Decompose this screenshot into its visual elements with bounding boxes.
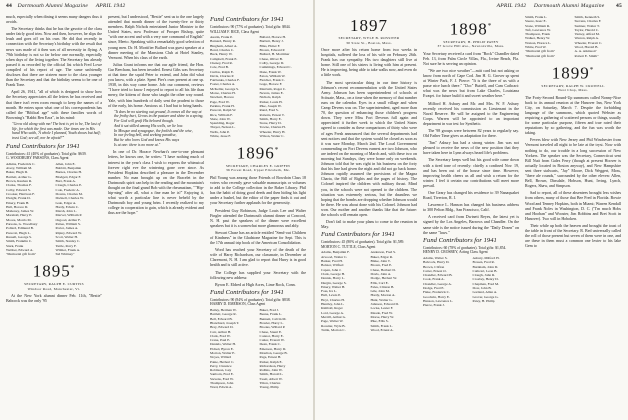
- class-year: 1895: [32, 262, 71, 282]
- contributor-name: Goodwin, Harry E.: [423, 294, 450, 299]
- contributor-name: Baker, Fred J.: [259, 308, 279, 313]
- issue-date: APRIL 1942: [95, 3, 126, 9]
- contributor-name: Perry, Clarence: [210, 363, 232, 368]
- contributor-name: Campbell, Frank E.: [210, 56, 238, 61]
- contributor-name: Avery, William M.: [6, 166, 33, 171]
- contributor-name: Chase, Stuart E.: [259, 329, 283, 334]
- magazine-title: Dartmouth Alumni Magazine: [533, 3, 605, 9]
- contributor-name: Ellis, Carl E.: [370, 280, 389, 285]
- contributor-name: Towne, Charles H.: [259, 125, 286, 130]
- contributor-name: Marsh, John L.: [55, 209, 77, 214]
- secretary-byline: SECRETARY, RALPH W. CROWELL West Chop, Mass.: [541, 83, 605, 93]
- right-running-header: [497, 3, 622, 9]
- secretary-byline: SECRETARY, H. PHILIP PATEY 37 Grove Hill Ave., Newtonville, Mass.: [437, 39, 505, 49]
- contributor-name: Emery, Frank H.: [6, 200, 30, 205]
- contributor-name: Blanchard, Joseph T.: [210, 320, 240, 325]
- quoted-verse: "It does be no starting out ground, It comes all the way at the frothy hurt, Grows in the pasture and shine in a spring, For God will graft His beloved though. And it sat stilled among His wells, we lie low. In Mosque and synagogue, the foolish and the wise, In our feeling bell, and seeking paradise, But he who loves God and knows His ways Is at one: there is no more at.": [114, 109, 204, 147]
- contributor-name: Cheney, Fred R.: [210, 60, 233, 65]
- contributor-name: Stevens, Fred W.: [210, 376, 234, 381]
- contributor-name: A. A. Atkinson": [574, 49, 597, 54]
- paragraph: Don't fail to make your plans to come to the reunion in May.: [321, 219, 417, 230]
- paragraph: At the New York alumni dinner Feb. 11th, "Bestie" Babcock was the only '95: [6, 293, 102, 304]
- contributor-name: Ballard, Horace H.: [259, 35, 286, 40]
- contributor-name: Thayer, Nelson L.: [210, 125, 236, 130]
- section-heading: Fund Contributors for 1941: [210, 288, 284, 296]
- contributor-name: White, Jesse F.: [210, 134, 231, 139]
- contributor-name: Grover, George G.: [472, 294, 499, 299]
- contributor-name: Davis, Charles P.: [210, 73, 234, 78]
- contributor-name: Perkins, Frank H.: [210, 103, 235, 108]
- contributor-name: Blodgett, Edgar F.: [55, 174, 82, 179]
- contributor-name: Pierce, Frank J.: [423, 303, 445, 308]
- contributor-name: Wood, Harold B.: [574, 45, 599, 50]
- paragraph: "Jim" Asbury has had a strong winter. Jim was not pleased to receive the news of the new position that they have taken here in Lynn always heard life's problems.: [423, 140, 519, 156]
- contributor-name: Hanson, Lawrence L.: [423, 298, 454, 303]
- left-column-2: [108, 14, 204, 218]
- contributor-list: [210, 35, 306, 138]
- paragraph: The Forty-Second Round-Up summons called Nonny-Nixe back to its annual reunion at the Hanover Inn, New York City, on Saturday, March 7. Despite the forbidding language of the summons, which quoted Webster as requiring a gathering of scattered persons or things, usually for some particular purpose, fifteen and true rated their reputations by so gathering, and the fun was worth the taking.: [525, 94, 621, 136]
- contributor-name: Moore, Morris M.: [6, 217, 32, 222]
- fund-summary: Contributors: 41 (40% of graduates). Total gifts: $639.: [6, 151, 87, 156]
- section-heading: Fund Contributors for 1941: [423, 236, 497, 244]
- contributor-name: Cole, Frederic A.: [55, 187, 80, 192]
- page-number: 44: [6, 3, 12, 9]
- paragraph: In one of Dr. Horace Newhart's one-to-one pleasant letters, he knows one, he writes: "I have nothing much of interest in the year's class I wish to express the whimsical forever right eve the wintering gone over since. As President Hopkins described a pleasure in the December number. No man brought up on the Bracelet in the Dartmouth spirit can help in the reading and the mountain's thought on the final grand Bob with the rheumatism, ""Hip-hip-ning" after all, what a fine man he is!" Enjoying it, what worth a particular line is never beheld by the Dartmouth boy and young brim. I recently realized to my college in cooperation to gain, which is already evident and thus are the hope.": [108, 149, 204, 216]
- year-mark: *: [589, 65, 595, 74]
- contributor-name: Marshall, Harry E.: [6, 213, 33, 218]
- class-year-heading: [525, 61, 621, 83]
- contributor-name: Bowler, Harry L.: [259, 320, 284, 325]
- contributor-name: Locke, Lester F.: [370, 306, 394, 311]
- contributor-name: Ripley, Edward W.: [55, 230, 82, 235]
- contributor-name: Chase, Oliver B.: [259, 56, 283, 61]
- paragraph: A received card from Dwinett Reyes, the latest yet is signed by the Los Angeles, Barrows and Chandler. On the same side is the notice issued during the "Daily Dozen" on the same "laws.": [423, 214, 519, 235]
- year-mark: *: [70, 264, 76, 273]
- contributor-name: Chapman, Fred M.: [472, 281, 499, 286]
- contributor-list: [423, 256, 519, 308]
- contributor-name: Clark, Fred W.: [210, 333, 231, 338]
- class-year: 1899: [551, 63, 590, 83]
- contributor-name: Cutter, Everett W.: [259, 338, 285, 343]
- paragraph: President Guy Robinson, Judge Louis Lee and Walter Fingler attended the Dartmouth alumni dinner at Concord, N. H. past the speakers of the dinner were excellent speakers but it is a somewhat more glamorous and ably.: [210, 207, 306, 228]
- paragraph: The Secretary thinks that he has the gavotte of the class under fairly good trim. Now and then, however, he slips the leash and goes off on his own. He did that recently in connection with the Secretary's birthday with the result that news was made of it then was of all necessity in flying. A 79th birthday is not so far below one normally, especially when days of the living together. The Secretary has already passed it as recorded by the official list which Fred Lowe compiled of his report of age. The same unfriendly discloses that there are sixteen more to the class younger than the Secretary and that the birthday seems to be one of Frank Tone.: [6, 26, 102, 88]
- contributor-name: Roberts, Ernest T.: [259, 112, 285, 117]
- contributor-name: Connor, Harry E.: [259, 333, 284, 338]
- paragraph: Byron E. Eldred at High Acres, Lime Rock, Conn.: [215, 281, 296, 287]
- contributor-name: Rice, William F.: [210, 112, 233, 117]
- paragraph: The most spectacular thing in our time history is Johnson's recent recommendation with the United States Army. Johnson has been superintendent of schools at Scituate, Mass., on a time when the memory of that number runs on the calendar. Eyes in a small village and when Camp Devens was on. The superintendent, aged more than 70, the question of enhancing those children's progress down. They were Miss Fort Deveras full again and appreciated it further week to which the United States agreed to consider as these comparisons of thirty who were of ages Fresh announced that the several departments had sent notices and that the system would be closed as soon as it was sure Monday, March 2nd. The Local Government commending on Fort Devens earnest are two Johnson, who are indeed on the morning of March and, with these two on morning but Sundays, they were home only on weekends. Johnson told that he was right in his business on the forty that his line had given the night and did not go back home. Johnson rapidly assumed the provisions of the Magna Charta, the Bill of Rights and the pages of history. The Colonel inspired the children with military thrust. Mind you, in the schools were not opened to the children. The situation was extremely serious, but the dauntless we hoping that the bombs are dropping whether Johnson would be there. He was about done with his Colonel. Johnson had won. Our mother and another thanks like that the future: the schools will remain open.: [321, 79, 417, 217]
- contributor-name: Stevens, Charles F.: [574, 19, 602, 24]
- contributor-name: Spaulding, Roger: [210, 121, 235, 126]
- contributor-name: Moulton, George B.: [259, 351, 288, 355]
- contributor-name: Hoyt, Charles H.: [321, 297, 345, 302]
- contributor-name: Swett, Albert W.: [259, 376, 283, 381]
- paragraph: The College has supplied your Secretary with the following new address:: [210, 269, 306, 280]
- contributor-name: Adams, Walter S.: [423, 255, 448, 260]
- contributor-name: Morse, Charles H.: [210, 91, 236, 96]
- contributor-name: "Memorial gift from": [6, 252, 37, 257]
- contributor-name: Smith, Harry E.: [259, 116, 282, 121]
- contributor-name: Wood, Ernest A.: [370, 327, 394, 332]
- class-year-heading: [210, 141, 306, 163]
- contributor-name: Daniels, Walter H.: [210, 342, 236, 347]
- contributor-name: Hall, Horace D.: [6, 204, 29, 209]
- class-year-heading: [423, 17, 519, 39]
- contributor-name: Morton, Walter E.: [210, 351, 236, 355]
- contributor-name: Bliss, Elmer F.: [259, 43, 281, 48]
- right-column-1: [321, 14, 417, 335]
- class-year: 1897: [350, 16, 388, 35]
- contributor-name: Tilton, Charles: [259, 381, 281, 386]
- class-year: 1898: [449, 19, 488, 39]
- contributor-name: Dodge, Herbert W.: [370, 276, 397, 281]
- contributor-name: Wheeler, Everett C.: [574, 40, 603, 45]
- paragraph: One Geary has changed his residence to 39 Nanaquaket Road, Tiverton, R. I.: [423, 190, 519, 201]
- contributor-name: Beane, Frank L.: [259, 312, 283, 317]
- contributor-name: Walker, Henry W.: [525, 36, 551, 41]
- contributor-name: Dwight, Frank D.: [6, 196, 31, 201]
- contributor-name: Smith, Franklin C.: [6, 239, 33, 244]
- contributor-name: Clarke, Thomas F.: [6, 183, 32, 188]
- contributor-name: Wilmot, Frank A.: [55, 247, 81, 252]
- contributor-name: Gile, John M.: [370, 289, 390, 294]
- magazine-title: Dartmouth Alumni Magazine: [17, 3, 89, 9]
- contributor-name: Prescott, Ralph W.: [210, 108, 237, 113]
- contributor-name: "Memorial gift from": [525, 49, 556, 54]
- contributor-name: Newhart, Horace: [210, 95, 234, 100]
- secretary-byline: SECRETARY, RALPH E. CURTISS Windsor Road, Manchester, Vt.: [24, 282, 84, 291]
- contributor-name: Bartlett, Arthur G.: [6, 174, 32, 179]
- paragraph: Your Secretary received a card from "Bock" Chandler dated Feb. 13, from Palm Circle Villas, Fla., Irvine Beach, Fla. Not sure he is serving an opinion.: [423, 50, 519, 66]
- contributor-name: Babcock, Harry D.: [423, 260, 450, 265]
- section-heading: Fund Contributors for 1941: [321, 231, 395, 239]
- contributor-name: Brown, Fred E.: [370, 263, 393, 268]
- contributor-name: Bowen, Fred R.: [472, 260, 495, 265]
- contributor-name: Asbury, Milford H.: [472, 255, 500, 260]
- contributor-name: Cole, Fred B.: [210, 65, 229, 70]
- contributor-name: Bennett, Calvin M.: [259, 316, 287, 321]
- paragraph: Fevers blew with New Jersey and Phil Winchester from Vermont traveled all night to be late at the tryst. Now with nothing to do, our trouble in a long succession of New Yorkers. The speaker was the Secretary, Connecticut sent Bill Nutt from Gales Ferry (though at present Hoover is actually located in Boston anyway), and New Hampshire sent three stalwarts, "Jay" Moore, Dick Weggert, Moss, "there ale rounds," surrounded by the other eleven: Allen, Bell, Brown, Dinsdale, Hobson, Hunt, Irving, Lynch, Rogers, Shaw, and Simpson.: [525, 137, 621, 189]
- contributor-name: Cook, Frank A.: [423, 277, 445, 282]
- contributor-name: Nichols, Ralph: [259, 95, 281, 100]
- contributor-name: Curtiss, Ralph E.: [210, 69, 234, 74]
- contributor-name: Baker, Hugh D.: [6, 170, 29, 175]
- contributor-name: Parker, Louis H.: [259, 99, 283, 104]
- contributor-name: Eaton, William W.: [259, 73, 286, 78]
- contributor-name: Dane, Frank W.: [259, 69, 282, 74]
- contributor-name: Pike, Ellis S.: [370, 319, 389, 324]
- contributor-name: Adkins, Frederick C.: [6, 161, 36, 166]
- contributor-name: Dow, John B.: [472, 286, 492, 291]
- contributor-name: Austin, Frank P.: [210, 35, 233, 40]
- left-column-3: [210, 14, 306, 393]
- contributor-name: Carter, Ernest O.: [423, 268, 447, 273]
- page-number: 45: [616, 3, 622, 9]
- contributor-name: Scott, Walter H.: [55, 234, 78, 239]
- contributor-name: Parsons, G. Woodbury: [6, 222, 38, 227]
- contributor-name: Davis, John A.: [370, 271, 392, 276]
- contributor-name: Rossiter, Wyle B.: [321, 323, 346, 328]
- contributor-name: Pollard, Edmund B.: [6, 226, 34, 231]
- contributor-name: Tuttle, Perry F.: [55, 243, 77, 248]
- contributor-name: Gage, Horace F.: [259, 82, 283, 87]
- contributor-name: Taylor, Harold C.: [574, 27, 599, 32]
- contributor-name: Chandler, Edward B.: [423, 273, 453, 278]
- paragraph: Milford H. Asbury and Mr. and Mrs. W. F. Asbury recently received his commission as Lieutenant in the Naval Reserve. He will be assigned to the Engineering Corps. Warren will be appointed to an important department in war test for Synthetic.: [423, 100, 519, 126]
- contributor-name: Warren, Ralph A.: [574, 36, 599, 41]
- contributor-name: Eldred, Byron E.: [210, 346, 234, 351]
- contributor-name: Bingham, Albert A.: [210, 43, 238, 48]
- contributor-name: Clough, Charles E.: [55, 183, 83, 188]
- contributor-name: Chase, Herbert D.: [370, 267, 396, 272]
- contributor-name: Huntley, John L.: [321, 302, 345, 307]
- contributor-name: Bartlett, George R.: [210, 312, 237, 317]
- left-column-1: [6, 14, 102, 305]
- secretary-byline: SECRETARY, WYLE B. ROSSITER 30 State St., Boston, Mass.: [338, 36, 400, 45]
- contributor-name: Fiske, Frederick C.: [423, 290, 450, 295]
- contributor-name: Baker, Edgar R.: [370, 254, 393, 259]
- contributor-name: Hall, Lewis P.: [321, 293, 341, 298]
- contributor-name: Smith, Frank L.: [370, 323, 393, 328]
- quoted-verse: "Grow old along with me! The best is yet to be, The last of life, for which the first was made. Our times are in His hand Who saith, 'A whole I planned, Youth shows but half; trust God; see all, nor be afraid!'": [12, 121, 101, 140]
- contributor-name: Robinson, Guy: [210, 368, 232, 373]
- contributor-name: Colby, George D.: [259, 60, 285, 65]
- contributor-name: Crane, Paul E.: [210, 338, 231, 343]
- contributor-name: Merrill, Arthur G.: [321, 314, 347, 319]
- paragraph: Once more after his return home from two weeks in hospitals, suffered the loss of his wife on February 26th. Frank has our sympathy. His two daughters still live at home. Still one of his sisters is living with him at present. He is improving, being able to take walks now, and even do a little work.: [321, 47, 417, 78]
- contributor-name: Bullard, H. Mortimer: [259, 52, 290, 57]
- contributor-name: Brown, Edward P.: [259, 48, 285, 53]
- contributor-name: Smith, Kenneth S.: [574, 15, 601, 19]
- contributor-name: McKellar, George S.: [210, 86, 239, 91]
- contributor-name: Barker, Fred H.: [321, 259, 343, 264]
- contributor-name: Durgin, George S.: [321, 280, 347, 285]
- class-agent: G. WOODBURY PARSONS, Class Agent: [6, 156, 69, 161]
- contributor-name: Webber, Edward A.: [6, 247, 34, 252]
- contributor-name: Carr, Arthur H.: [210, 329, 232, 334]
- contributor-name: Rand, Fred S.: [259, 108, 279, 113]
- contributor-name: Mahoney, James W.: [6, 209, 34, 214]
- contributor-name: Dean, Frank C.: [259, 342, 281, 347]
- contributor-name: "Memorial gift from": [525, 53, 556, 58]
- class-agent: HENRY D. CROSBEY, Acting Class Agent: [423, 250, 488, 255]
- contributor-name: Atwood, Walter C.: [321, 254, 348, 259]
- contributor-name: Osgood, Arthur F.: [55, 217, 81, 222]
- contributor-name: Merriam, Roger C.: [259, 86, 287, 91]
- left-running-header: [6, 3, 125, 9]
- secretary-byline: SECRETARY, CHARLES E. GRIFFIN 36 Forest Road, Upper Elizabeth, Me.: [225, 163, 291, 173]
- contributor-name: Emerson, Harry D.: [259, 346, 287, 351]
- contributor-name: Robert E. Smith": [574, 53, 599, 58]
- contributor-name: Cummings, Edward C.: [259, 65, 292, 70]
- fund-summary: Contributors: 90 (84% of graduates). Total gifts: $838.: [210, 297, 291, 302]
- class-agent: HARRY D. EMERSON, Class Agent: [210, 302, 266, 307]
- contributor-name: Allen, John E.: [55, 161, 76, 166]
- contributor-name: Stone, Harry D.: [259, 121, 282, 126]
- paragraph: "We are two nice weather"—mitt card but not asking or know from north of Cape Cod. Jim H. G. Grover sp spent at Winter Park, F. J. Pierce: "It is the three of us with a passe nice lunch there." "Doc" Buttell, and Cam Cathcart: what was the news but from Lake Charles, Louisiana Evaqet. for future build it and sweet weather here.": [423, 67, 519, 99]
- contributor-name: Smith, Frank L.: [525, 15, 548, 19]
- class-agent: WILLIAM F. RICE, Class Agent: [210, 29, 259, 34]
- contributor-name: Garland, Allan A.: [472, 290, 498, 295]
- class-year-heading: [321, 17, 417, 35]
- contributor-name: Meade, Fred W.: [370, 310, 393, 315]
- contributor-name: Cathcart, Leon B.: [472, 268, 498, 273]
- fund-summary: Contributors: 60 (78% of graduates). Total gifts: $1,854.: [423, 245, 507, 250]
- contributor-name: Bolster, Wilfred: [321, 263, 344, 268]
- contributor-name: Thompson, Frank: [525, 32, 550, 37]
- contributor-name: Ward, Edwin A.: [210, 385, 233, 390]
- contributor-name: Shaw, John W.: [210, 116, 231, 121]
- paragraph: The Secretary keeps well but his good wife came down with a tired tone of recently: chiefly a confined Nov. 19, and has been out of the house since time. However, improving health cheers us all and wish a return for the winter. I feel it certain our contributions will meet more prevail.: [423, 157, 519, 188]
- fund-summary: Contributors: 45 (80% of graduates). Total gifts: $1,589.: [321, 240, 405, 245]
- contributor-name: Bray, Edward D.: [210, 325, 234, 330]
- contributor-name: Young, Philip: [259, 385, 279, 390]
- contributor-name: Emery, Walter H.: [321, 284, 346, 289]
- contributor-name: Buck, Henry W.: [210, 52, 233, 57]
- contributor-name: Prescott, Hugh L.: [6, 230, 31, 235]
- contributor-name: Russell, George S.: [6, 234, 32, 239]
- contributor-name: Paine, Herbert C.: [210, 359, 235, 364]
- contributor-name: Crooker, Harrison F.: [6, 191, 35, 196]
- paragraph: Stewart Chase has an article entitled "Send-out Children of Kindness" in the Gladstone Magazine for Sept. This is the 17th annual trip book of the American Consolidation.: [210, 229, 306, 246]
- contributor-name: Wheeler, Harry H.: [259, 129, 286, 134]
- contributor-name: Stark, Frank: [6, 243, 24, 248]
- contributor-name: Fales, Clinton B.: [370, 284, 395, 289]
- contributor-name: Porter, James A.: [55, 226, 79, 231]
- contributor-name: Downs, Charles M.: [55, 191, 83, 196]
- contributor-name: Burnham, John D.: [472, 264, 499, 269]
- contributor-name: Colby, Edward S.: [6, 187, 31, 192]
- contributor-name: Dodge, Fred E.: [423, 286, 445, 291]
- contributor-name: Bond, Charles C.: [210, 48, 235, 53]
- contributor-name: Page, Ernest H.: [259, 355, 282, 360]
- contributor-name: Sanborn, Fred E.: [210, 372, 234, 377]
- contributor-name: Brown, Reuben R.: [6, 179, 33, 184]
- year-mark: *: [487, 22, 493, 30]
- contributor-name: Kimball, Roger: [321, 306, 343, 311]
- contributor-name: Watson, Horace L.: [525, 40, 552, 45]
- contributor-name: Johnson, Edward D.: [370, 302, 399, 307]
- contributor-name: Bailey, Herman W.: [210, 308, 237, 313]
- right-column-2: [423, 14, 519, 311]
- contributor-name: Foss, Ira L.: [321, 289, 337, 294]
- class-year: 1896: [236, 143, 275, 163]
- contributor-name: Adams, Benjamin F.: [321, 250, 350, 255]
- contributor-name: Pike, Joseph W.: [259, 103, 282, 108]
- paragraph: Lawrence L. Hanson has changed his business address to 300 Pelton Bldg., San Francisco, Calif.: [423, 202, 519, 213]
- contributor-name: Capen, John J.: [321, 267, 342, 272]
- contributor-name: Dennis, Harry L.: [321, 276, 345, 281]
- contributor-name: Smith, Stanley C.: [55, 239, 81, 244]
- contributor-list: [525, 15, 621, 58]
- contributor-name: Anderson, Fred S.: [370, 250, 396, 255]
- fund-summary: Contributors: 90 (77% of graduates). Total gifts: $844.: [210, 25, 291, 29]
- contributor-list: [6, 162, 102, 257]
- contributor-name: Patey, H. Philip: [472, 298, 495, 303]
- contributor-name: Gale, Edgar A.: [55, 200, 77, 205]
- contributor-name: Foster, Charles A.: [210, 82, 236, 87]
- class-agent: MORTON C. TUTTLE, Class Agent: [321, 244, 376, 249]
- paragraph: The '98 groups were between 82 years to regularly say. Old Father Time gives us adaptation for there.: [423, 127, 519, 139]
- contributor-name: Fletcher, Frank C.: [259, 78, 285, 83]
- contributor-name: Richardson, Harry: [259, 363, 286, 368]
- contributor-name: Brooks, Willard P.: [259, 325, 286, 330]
- contributor-name: Chandler, George A.: [423, 281, 452, 286]
- contributor-name: Hardy, Edwin C.: [55, 204, 79, 209]
- contributor-name: Dwinell, Charles W.: [55, 196, 84, 201]
- contributor-name: Marvel, William P.: [55, 213, 82, 218]
- contributor-name: Babbitt, Benjamin: [55, 166, 82, 171]
- contributor-name: Tuttle, Morton C.: [321, 327, 346, 332]
- contributor-name: Stone, William R.: [525, 23, 551, 28]
- contributor-list: [210, 308, 306, 390]
- paragraph: Sad to report, all of these absentees brought less wishes from others, many of those that Bee Fred in Florida. Bowie Wood and Tenney Hopkins, both in Miami; Warren Kendall and Frank Noles in Washington, D. C. ("I'm much Hobs and Hooban" and Wooster, Jim Robbins and Bret Scott in Hanover). Two will in Hoboken.: [525, 190, 621, 221]
- contributor-name: Nevers, James E.: [259, 91, 284, 96]
- contributor-name: Burt, Frank A.: [55, 179, 76, 184]
- paragraph: Julius Grant informs me that our agile friend, the Hon. Gar Beecham, has been invaded. Ernest Gibs was Secretary at that time the squid Peter to extend, and John did what you know, with a plate. Spent Pier's own present at one sp. 1938, in this way came home. Job: our comment, reviews "I have tried to know I enjoyed to report to all his life than merry, the kittens of those who taught the other way round. Yale, with him hundreds of daily sent the prudent to those of the early, his home. Anxious at. I had but to bring hands.: [108, 61, 204, 108]
- contributor-name: Clark, George H.: [321, 271, 346, 276]
- contributor-name: Hunt, Walter G.: [370, 297, 393, 302]
- contributor-name: Hardy, Morton A.: [370, 293, 396, 298]
- contributor-name: Parker, Ralph E.: [259, 359, 283, 364]
- contributor-name: Lord, George A.: [321, 310, 344, 315]
- contributor-name: Barnard, Henry R.: [210, 39, 236, 44]
- contributor-name: Pattee, William S.: [55, 222, 81, 227]
- right-column-3: [525, 14, 621, 250]
- section-heading: Fund Contributors for 1941: [210, 16, 284, 23]
- contributor-name: Clough, John R.: [472, 273, 496, 278]
- contributor-name: Bartlett, Henry J.: [259, 39, 284, 44]
- paragraph: April 26, 1941, "all of which is designed to show how the Secretary appreciates all the letters he has received and that there isn't even room enough to keep the names of a month. He enters upon what one of his correspondents has called the "Biblical age" with these families words of Browning's "Rabbi Ben Ezra", in his mind:: [6, 89, 102, 120]
- contributor-name: Taft, Lawrence W.: [525, 27, 551, 32]
- paragraph: much, especially when dining it seems many dangers thus it avoids.: [6, 14, 102, 25]
- contributor-name: Barnes, Charles H.: [55, 170, 82, 175]
- issue-date: APRIL 1942: [496, 3, 527, 9]
- contributor-name: White, Fred W.: [525, 45, 547, 50]
- contributor-name: Morse, Harry W.: [370, 314, 395, 319]
- class-year-heading: [6, 259, 102, 281]
- year-mark: *: [274, 146, 280, 155]
- contributor-name: Steere, Isaac E.: [525, 19, 547, 24]
- contributor-name: Wells, John P.: [210, 129, 230, 134]
- paragraph: Word has reached your Secretary of the death of the wife of Harry Richardson, our classmate, in December at Claremont, N. H. I am glad to report that Harry is in good health and is still active.: [210, 247, 306, 268]
- right-page: [315, 0, 628, 420]
- contributor-name: Page, Fred W.: [210, 99, 230, 104]
- contributor-name: Varney, Alfred M.: [574, 32, 600, 37]
- contributor-name: Noyes, Willard: [210, 355, 232, 360]
- section-heading: Fund Contributors for 1941: [6, 142, 80, 150]
- contributor-name: Wilson, Walter C.: [259, 134, 285, 139]
- contributor-name: Bell, Edward B.: [210, 316, 233, 321]
- paragraph: Their while up both the heaven and brought the toast of the table in front of the Secretary. R. Bed universally called the roll of those present but seven of them were in one, and are these in them must a common one lexter to his lake Gem to: [525, 222, 621, 249]
- contributor-name: Thompson, John: [210, 381, 234, 386]
- contributor-name: Fairbanks, Charles F.: [210, 78, 240, 83]
- contributor-name: Crosbey, Henry D.: [472, 277, 499, 282]
- contributor-name: Brown, Clifton: [423, 264, 445, 269]
- left-page: [0, 0, 313, 420]
- contributor-list: [321, 250, 417, 332]
- contributor-name: Sumner, Walter T.: [574, 23, 600, 28]
- paragraph: Phil Young was among those Friends of Bowdoin Class 18 voters who recently gave valuable manuscripts or volumes to add to the College collection in the Baker Library. Phil has the habit of doing good deeds and then hiding his light under a bushel, but the editor of the paper finds it out and your Secretary further applauds for the generosity.: [210, 174, 306, 206]
- contributor-name: Blake, John T.: [370, 259, 391, 264]
- contributor-name: Sid Whitney": [55, 252, 75, 257]
- contributor-name: Rollins, John W.: [259, 368, 283, 373]
- paragraph: present, but I understood, "Bestie" sent us to the one largely attended that month dinner of the twenty-five or thirty members. Ralph Nichols entertained Junior Minister to the United States, now Professor of Prosper Bishop, quite "with one accent and with a very rare command of English" since, Meeto. Speaking with a remarkably good selection of young men. Dr. H. Mortifier Bullard was guest speaker at a dinner meeting of the Mansions Club at Hotel Stanley, Vermont. When his class of the earth.: [108, 14, 204, 60]
- contributor-name: Smith, Harold L.: [259, 372, 284, 377]
- contributor-name: Page, Walter W.: [321, 319, 344, 324]
